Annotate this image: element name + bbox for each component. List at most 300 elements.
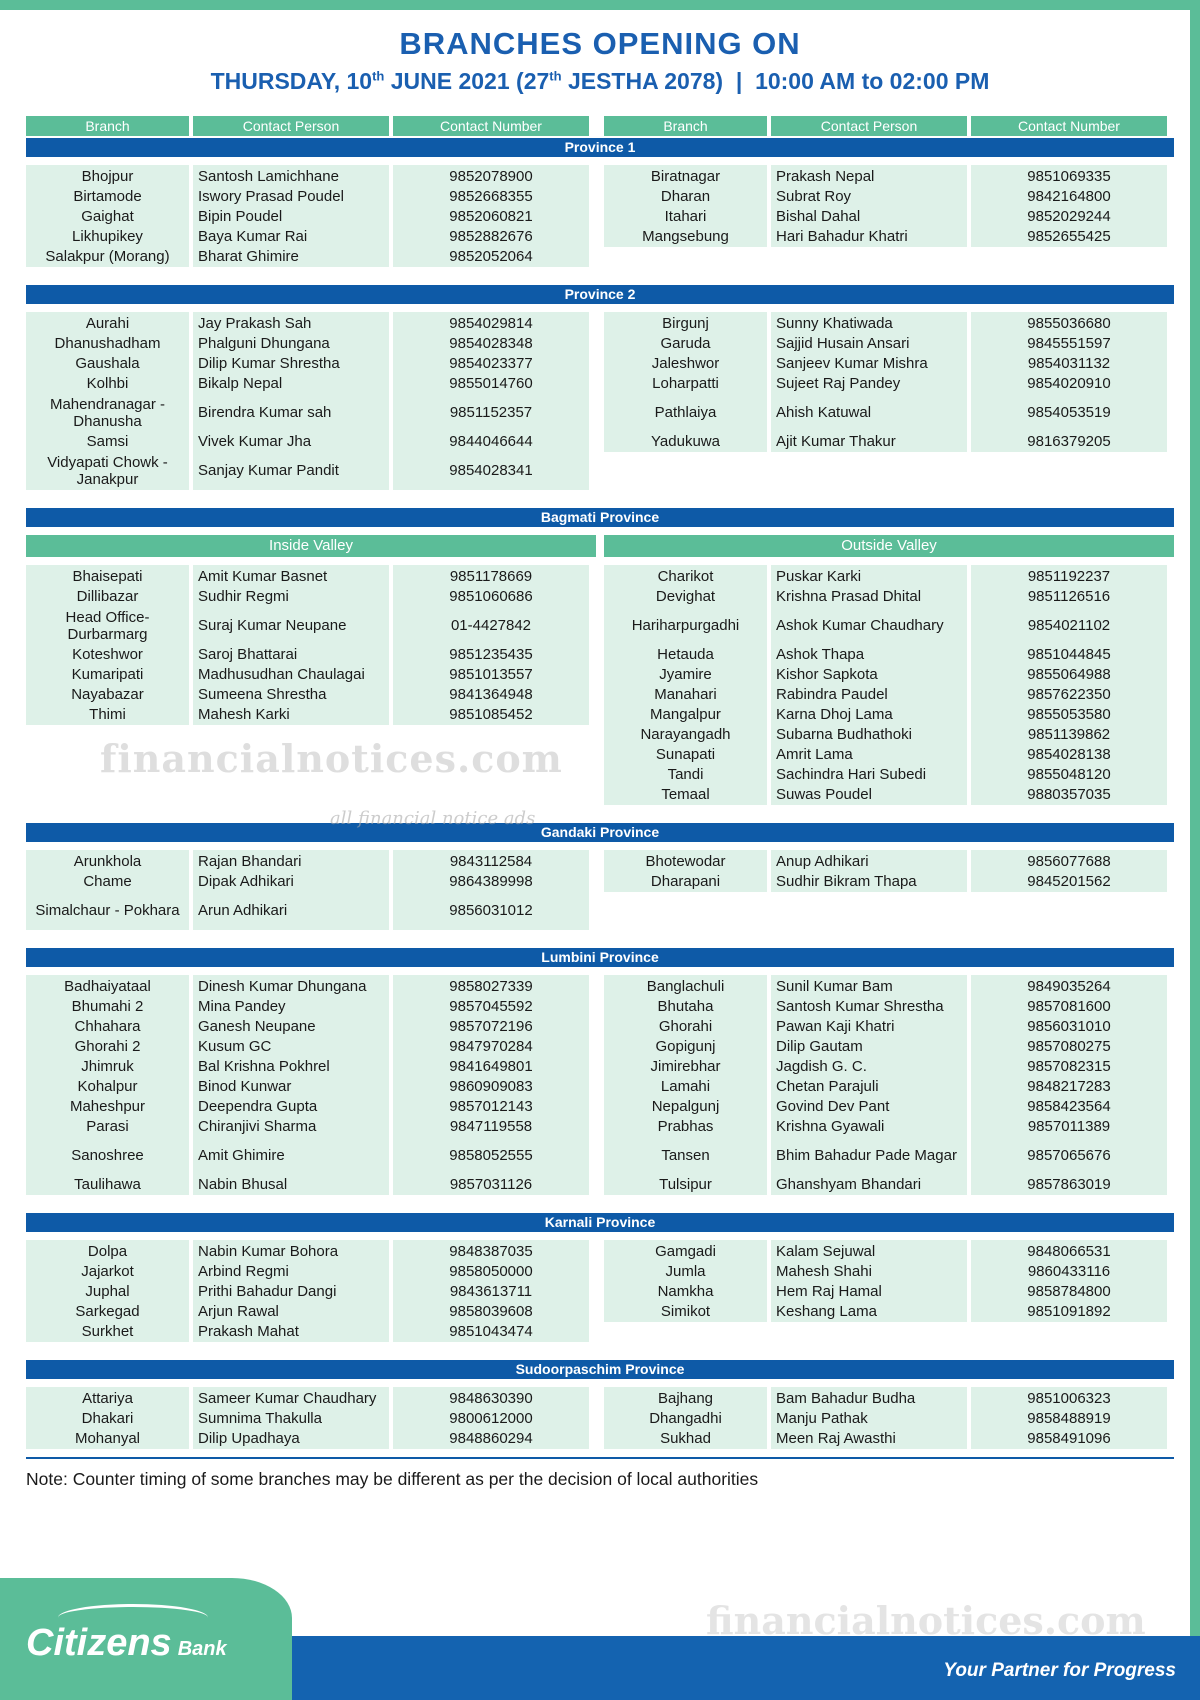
column-header-group (26, 116, 596, 136)
valley-subheaders (26, 535, 1174, 557)
contact-number: 9854028348 (393, 334, 589, 354)
contact-number: 9857622350 (971, 685, 1167, 705)
contact-person: Kalam Sejuwal (771, 1240, 967, 1262)
column-header-branch: Branch (604, 116, 767, 136)
branch-list-right (604, 312, 1174, 452)
contact-number: 9848630390 (393, 1387, 589, 1409)
branch-name: Manahari (604, 685, 767, 705)
contact-number: 9847119558 (393, 1117, 589, 1137)
footer-divider (26, 1457, 1174, 1459)
contact-person: Nabin Kumar Bohora (193, 1240, 389, 1262)
province-header: Province 1 (26, 138, 1174, 157)
branch-name: Likhupikey (26, 227, 189, 247)
branch-name: Attariya (26, 1387, 189, 1409)
contact-number: 9845551597 (971, 334, 1167, 354)
column-header-row (26, 116, 1174, 136)
contact-person: Prakash Mahat (193, 1322, 389, 1342)
branch-name: Sanoshree (26, 1137, 189, 1175)
contact-number: 9851006323 (971, 1387, 1167, 1409)
contact-number: 01-4427842 (393, 607, 589, 645)
notice-header (0, 26, 1200, 95)
contact-number: 9851013557 (393, 665, 589, 685)
contact-person: Dilip Gautam (771, 1037, 967, 1057)
contact-person: Kusum GC (193, 1037, 389, 1057)
branch-name: Simalchaur - Pokhara (26, 892, 189, 930)
contact-number: 9844046644 (393, 432, 589, 452)
contact-person: Ashok Kumar Chaudhary (771, 607, 967, 645)
branch-list-right (604, 1387, 1174, 1449)
branch-name: Garuda (604, 334, 767, 354)
contact-person: Keshang Lama (771, 1302, 967, 1322)
citizens-bank-logo (26, 1622, 227, 1665)
contact-person: Nabin Bhusal (193, 1175, 389, 1195)
branch-name: Loharpatti (604, 374, 767, 394)
province-header: Province 2 (26, 285, 1174, 304)
branch-name: Gaighat (26, 207, 189, 227)
section-spacer (26, 1342, 1174, 1360)
contact-person: Amit Ghimire (193, 1137, 389, 1175)
branch-name: Mahendranagar - Dhanusha (26, 394, 189, 432)
section-spacer (26, 930, 1174, 948)
branch-list-right (604, 165, 1174, 247)
contact-person: Pawan Kaji Khatri (771, 1017, 967, 1037)
contact-person: Dilip Upadhaya (193, 1429, 389, 1449)
column-header-contact-number: Contact Number (971, 116, 1167, 136)
right-accent-bar (1190, 0, 1200, 1700)
contact-number: 9852060821 (393, 207, 589, 227)
contact-number: 9852078900 (393, 165, 589, 187)
contact-person: Dinesh Kumar Dhungana (193, 975, 389, 997)
branch-name: Surkhet (26, 1322, 189, 1342)
contact-number: 9854023377 (393, 354, 589, 374)
contact-number: 9848066531 (971, 1240, 1167, 1262)
contact-person: Madhusudhan Chaulagai (193, 665, 389, 685)
column-header-group (604, 116, 1174, 136)
contact-number: 9852029244 (971, 207, 1167, 227)
branch-name: Sarkegad (26, 1302, 189, 1322)
branch-name: Hetauda (604, 645, 767, 665)
contact-person: Anup Adhikari (771, 850, 967, 872)
contact-number: 9854029814 (393, 312, 589, 334)
contact-number: 9857863019 (971, 1175, 1167, 1195)
contact-person: Baya Kumar Rai (193, 227, 389, 247)
branch-list-left (26, 565, 596, 725)
contact-person: Meen Raj Awasthi (771, 1429, 967, 1449)
contact-person: Birendra Kumar sah (193, 394, 389, 432)
contact-person: Krishna Gyawali (771, 1117, 967, 1137)
contact-person: Arjun Rawal (193, 1302, 389, 1322)
branch-list-left (26, 312, 596, 490)
contact-person: Dilip Kumar Shrestha (193, 354, 389, 374)
contact-person: Iswory Prasad Poudel (193, 187, 389, 207)
watermark: financialnotices.com (100, 736, 563, 781)
branch-name: Charikot (604, 565, 767, 587)
contact-person: Sudhir Regmi (193, 587, 389, 607)
contact-person: Sanjeev Kumar Mishra (771, 354, 967, 374)
contact-number: 9857065676 (971, 1137, 1167, 1175)
contact-number: 9857011389 (971, 1117, 1167, 1137)
branch-name: Gopigunj (604, 1037, 767, 1057)
contact-person: Phalguni Dhungana (193, 334, 389, 354)
branch-list-right (604, 975, 1174, 1195)
branch-name: Mohanyal (26, 1429, 189, 1449)
branch-name: Vidyapati Chowk - Janakpur (26, 452, 189, 490)
contact-number: 9856031012 (393, 892, 589, 930)
contact-person: Prithi Bahadur Dangi (193, 1282, 389, 1302)
branch-name: Arunkhola (26, 850, 189, 872)
contact-number: 9860433116 (971, 1262, 1167, 1282)
province-branch-lists (26, 850, 1174, 930)
branch-name: Chame (26, 872, 189, 892)
column-header-contact-person: Contact Person (193, 116, 389, 136)
contact-number: 9854053519 (971, 394, 1167, 432)
contact-person: Sanjay Kumar Pandit (193, 452, 389, 490)
branch-name: Sunapati (604, 745, 767, 765)
contact-person: Sachindra Hari Subedi (771, 765, 967, 785)
top-accent-bar (0, 0, 1200, 10)
contact-person: Bhim Bahadur Pade Magar (771, 1137, 967, 1175)
branch-name: Bhojpur (26, 165, 189, 187)
watermark-subtitle: all financial notice ads (330, 808, 536, 829)
branch-name: Kolhbi (26, 374, 189, 394)
branch-name: Narayangadh (604, 725, 767, 745)
date-nepali-suffix: th (549, 68, 562, 84)
contact-person: Sajjid Husain Ansari (771, 334, 967, 354)
branch-name: Tandi (604, 765, 767, 785)
contact-number: 9857082315 (971, 1057, 1167, 1077)
branch-name: Namkha (604, 1282, 767, 1302)
branch-name: Bhutaha (604, 997, 767, 1017)
contact-person: Subarna Budhathoki (771, 725, 967, 745)
branch-name: Thimi (26, 705, 189, 725)
contact-number: 9852052064 (393, 247, 589, 267)
contact-number: 9856077688 (971, 850, 1167, 872)
branch-name: Jhimruk (26, 1057, 189, 1077)
contact-number: 9851043474 (393, 1322, 589, 1342)
page-title: BRANCHES OPENING ON (399, 26, 801, 61)
branch-name: Ghorahi (604, 1017, 767, 1037)
logo-suffix: Bank (177, 1638, 227, 1660)
province-header: Bagmati Province (26, 508, 1174, 527)
contact-number: 9858491096 (971, 1429, 1167, 1449)
contact-person: Hem Raj Hamal (771, 1282, 967, 1302)
contact-person: Santosh Kumar Shrestha (771, 997, 967, 1017)
contact-person: Chiranjivi Sharma (193, 1117, 389, 1137)
branch-name: Koteshwor (26, 645, 189, 665)
contact-number: 9848217283 (971, 1077, 1167, 1097)
contact-person: Sumeena Shrestha (193, 685, 389, 705)
branch-name: Dhanushadham (26, 334, 189, 354)
contact-person: Kishor Sapkota (771, 665, 967, 685)
contact-number: 9854021102 (971, 607, 1167, 645)
branch-name: Dillibazar (26, 587, 189, 607)
contact-number: 9858488919 (971, 1409, 1167, 1429)
branch-name: Head Office- Durbarmarg (26, 607, 189, 645)
contact-number: 9856031010 (971, 1017, 1167, 1037)
contact-number: 9843112584 (393, 850, 589, 872)
branch-name: Mangalpur (604, 705, 767, 725)
contact-person: Dipak Adhikari (193, 872, 389, 892)
contact-person: Ghanshyam Bhandari (771, 1175, 967, 1195)
contact-person: Subrat Roy (771, 187, 967, 207)
contact-person: Rajan Bhandari (193, 850, 389, 872)
contact-number: 9851069335 (971, 165, 1167, 187)
date-line (0, 68, 1200, 95)
branch-list-right (604, 565, 1174, 805)
contact-number: 9851152357 (393, 394, 589, 432)
contact-number: 9858052555 (393, 1137, 589, 1175)
branch-name: Jumla (604, 1262, 767, 1282)
contact-number: 9852655425 (971, 227, 1167, 247)
date-day: THURSDAY, 10 (210, 68, 373, 94)
column-header-branch: Branch (26, 116, 189, 136)
contact-person: Bipin Poudel (193, 207, 389, 227)
contact-number: 9858039608 (393, 1302, 589, 1322)
contact-person: Arbind Regmi (193, 1262, 389, 1282)
contact-number: 9816379205 (971, 432, 1167, 452)
contact-person: Bharat Ghimire (193, 247, 389, 267)
section-spacer (26, 1195, 1174, 1213)
date-separator: | (735, 68, 743, 94)
branch-name: Kohalpur (26, 1077, 189, 1097)
contact-person: Saroj Bhattarai (193, 645, 389, 665)
branch-name: Bajhang (604, 1387, 767, 1409)
branch-list-left (26, 975, 596, 1195)
contact-person: Chetan Parajuli (771, 1077, 967, 1097)
province-header: Karnali Province (26, 1213, 1174, 1232)
contact-number: 9851060686 (393, 587, 589, 607)
contact-number: 9857031126 (393, 1175, 589, 1195)
branch-name: Lamahi (604, 1077, 767, 1097)
contact-number: 9848387035 (393, 1240, 589, 1262)
branch-name: Tansen (604, 1137, 767, 1175)
branch-name: Itahari (604, 207, 767, 227)
column-header-contact-person: Contact Person (771, 116, 967, 136)
branch-name: Pathlaiya (604, 394, 767, 432)
tagline: Your Partner for Progress (943, 1660, 1176, 1681)
branch-name: Banglachuli (604, 975, 767, 997)
branch-list-left (26, 165, 596, 267)
contact-person: Manju Pathak (771, 1409, 967, 1429)
contact-person: Mahesh Karki (193, 705, 389, 725)
branch-name: Aurahi (26, 312, 189, 334)
contact-number: 9857012143 (393, 1097, 589, 1117)
contact-number: 9848860294 (393, 1429, 589, 1449)
contact-number: 9851139862 (971, 725, 1167, 745)
branch-name: Devighat (604, 587, 767, 607)
branch-name: Biratnagar (604, 165, 767, 187)
contact-person: Ashok Thapa (771, 645, 967, 665)
branch-name: Jaleshwor (604, 354, 767, 374)
branch-name: Jajarkot (26, 1262, 189, 1282)
branch-name: Gamgadi (604, 1240, 767, 1262)
branch-name: Nayabazar (26, 685, 189, 705)
branch-name: Parasi (26, 1117, 189, 1137)
contact-number: 9854020910 (971, 374, 1167, 394)
contact-person: Binod Kunwar (193, 1077, 389, 1097)
province-branch-lists (26, 975, 1174, 1195)
contact-number: 9843613711 (393, 1282, 589, 1302)
branch-name: Dharapani (604, 872, 767, 892)
contact-person: Sameer Kumar Chaudhary (193, 1387, 389, 1409)
footnote: Note: Counter timing of some branches may be different as per the decision of local authorities (26, 1469, 759, 1489)
date-nepali: JESTHA 2078) (561, 68, 724, 94)
branch-list-right (604, 850, 1174, 892)
contact-person: Rabindra Paudel (771, 685, 967, 705)
opening-time: 10:00 AM to 02:00 PM (755, 68, 990, 94)
inside-valley-header: Inside Valley (26, 535, 596, 557)
contact-person: Puskar Karki (771, 565, 967, 587)
contact-person: Ganesh Neupane (193, 1017, 389, 1037)
contact-number: 9842164800 (971, 187, 1167, 207)
branch-name: Maheshpur (26, 1097, 189, 1117)
contact-person: Vivek Kumar Jha (193, 432, 389, 452)
branches-table (26, 116, 1174, 1490)
branch-name: Chhahara (26, 1017, 189, 1037)
branch-name: Dhangadhi (604, 1409, 767, 1429)
contact-number: 9855064988 (971, 665, 1167, 685)
logo-name: Citizens (26, 1622, 172, 1664)
contact-number: 9880357035 (971, 785, 1167, 805)
contact-person: Suraj Kumar Neupane (193, 607, 389, 645)
branch-name: Birtamode (26, 187, 189, 207)
contact-number: 9851235435 (393, 645, 589, 665)
contact-number: 9841649801 (393, 1057, 589, 1077)
contact-person: Krishna Prasad Dhital (771, 587, 967, 607)
contact-number: 9857080275 (971, 1037, 1167, 1057)
contact-number: 9851178669 (393, 565, 589, 587)
contact-number: 9858027339 (393, 975, 589, 997)
contact-number: 9852882676 (393, 227, 589, 247)
contact-person: Deependra Gupta (193, 1097, 389, 1117)
branch-name: Temaal (604, 785, 767, 805)
contact-number: 9858784800 (971, 1282, 1167, 1302)
branch-name: Jyamire (604, 665, 767, 685)
branch-name: Nepalgunj (604, 1097, 767, 1117)
contact-person: Bal Krishna Pokhrel (193, 1057, 389, 1077)
contact-person: Hari Bahadur Khatri (771, 227, 967, 247)
contact-number: 9851091892 (971, 1302, 1167, 1322)
contact-number: 9851044845 (971, 645, 1167, 665)
contact-number: 9858050000 (393, 1262, 589, 1282)
contact-person: Bam Bahadur Budha (771, 1387, 967, 1409)
contact-person: Ahish Katuwal (771, 394, 967, 432)
contact-person: Suwas Poudel (771, 785, 967, 805)
contact-number: 9854031132 (971, 354, 1167, 374)
contact-number: 9858423564 (971, 1097, 1167, 1117)
branch-name: Dhakari (26, 1409, 189, 1429)
branch-name: Jimirebhar (604, 1057, 767, 1077)
branch-name: Dharan (604, 187, 767, 207)
contact-person: Karna Dhoj Lama (771, 705, 967, 725)
contact-number: 9855053580 (971, 705, 1167, 725)
column-header-contact-number: Contact Number (393, 116, 589, 136)
branch-name: Yadukuwa (604, 432, 767, 452)
province-branch-lists (26, 312, 1174, 490)
section-spacer (26, 267, 1174, 285)
province-branch-lists (26, 1240, 1174, 1342)
contact-person: Sunny Khatiwada (771, 312, 967, 334)
branch-name: Simikot (604, 1302, 767, 1322)
contact-person: Mahesh Shahi (771, 1262, 967, 1282)
contact-number: 9851085452 (393, 705, 589, 725)
contact-person: Santosh Lamichhane (193, 165, 389, 187)
contact-number: 9854028138 (971, 745, 1167, 765)
branch-list-right (604, 1240, 1174, 1322)
contact-number: 9857081600 (971, 997, 1167, 1017)
branch-name: Birgunj (604, 312, 767, 334)
contact-number: 9860909083 (393, 1077, 589, 1097)
contact-person: Jay Prakash Sah (193, 312, 389, 334)
branch-list-left (26, 850, 596, 930)
province-header: Lumbini Province (26, 948, 1174, 967)
branch-name: Mangsebung (604, 227, 767, 247)
contact-person: Sudhir Bikram Thapa (771, 872, 967, 892)
province-branch-lists (26, 1387, 1174, 1449)
province-header: Gandaki Province (26, 823, 1174, 842)
branch-name: Bhaisepati (26, 565, 189, 587)
date-day-suffix: th (372, 68, 385, 84)
branch-name: Bhumahi 2 (26, 997, 189, 1017)
contact-number: 9800612000 (393, 1409, 589, 1429)
contact-number: 9857072196 (393, 1017, 589, 1037)
contact-person: Amrit Lama (771, 745, 967, 765)
section-spacer (26, 805, 1174, 823)
contact-person: Mina Pandey (193, 997, 389, 1017)
branch-list-left (26, 1387, 596, 1449)
contact-person: Amit Kumar Basnet (193, 565, 389, 587)
branch-name: Tulsipur (604, 1175, 767, 1195)
branch-name: Kumaripati (26, 665, 189, 685)
branch-list-left (26, 1240, 596, 1342)
province-header: Sudoorpaschim Province (26, 1360, 1174, 1379)
contact-number: 9851126516 (971, 587, 1167, 607)
province-branch-lists (26, 165, 1174, 267)
contact-number: 9852668355 (393, 187, 589, 207)
branch-name: Juphal (26, 1282, 189, 1302)
contact-person: Jagdish G. C. (771, 1057, 967, 1077)
branch-name: Samsi (26, 432, 189, 452)
contact-number: 9857045592 (393, 997, 589, 1017)
branch-name: Gaushala (26, 354, 189, 374)
branch-name: Taulihawa (26, 1175, 189, 1195)
contact-person: Sumnima Thakulla (193, 1409, 389, 1429)
contact-person: Prakash Nepal (771, 165, 967, 187)
contact-person: Govind Dev Pant (771, 1097, 967, 1117)
branch-name: Salakpur (Morang) (26, 247, 189, 267)
contact-number: 9841364948 (393, 685, 589, 705)
contact-number: 9855036680 (971, 312, 1167, 334)
section-spacer (26, 490, 1174, 508)
branch-name: Hariharpurgadhi (604, 607, 767, 645)
contact-person: Ajit Kumar Thakur (771, 432, 967, 452)
contact-number: 9854028341 (393, 452, 589, 490)
branch-name: Badhaiyataal (26, 975, 189, 997)
branch-name: Bhotewodar (604, 850, 767, 872)
date-month: JUNE 2021 (27 (384, 68, 550, 94)
footer-watermark: financialnotices.com (706, 1598, 1146, 1643)
contact-number: 9849035264 (971, 975, 1167, 997)
contact-person: Arun Adhikari (193, 892, 389, 930)
branch-name: Sukhad (604, 1429, 767, 1449)
outside-valley-header: Outside Valley (604, 535, 1174, 557)
contact-person: Sunil Kumar Bam (771, 975, 967, 997)
branch-name: Ghorahi 2 (26, 1037, 189, 1057)
contact-number: 9847970284 (393, 1037, 589, 1057)
branch-name: Dolpa (26, 1240, 189, 1262)
contact-number: 9855014760 (393, 374, 589, 394)
contact-number: 9845201562 (971, 872, 1167, 892)
